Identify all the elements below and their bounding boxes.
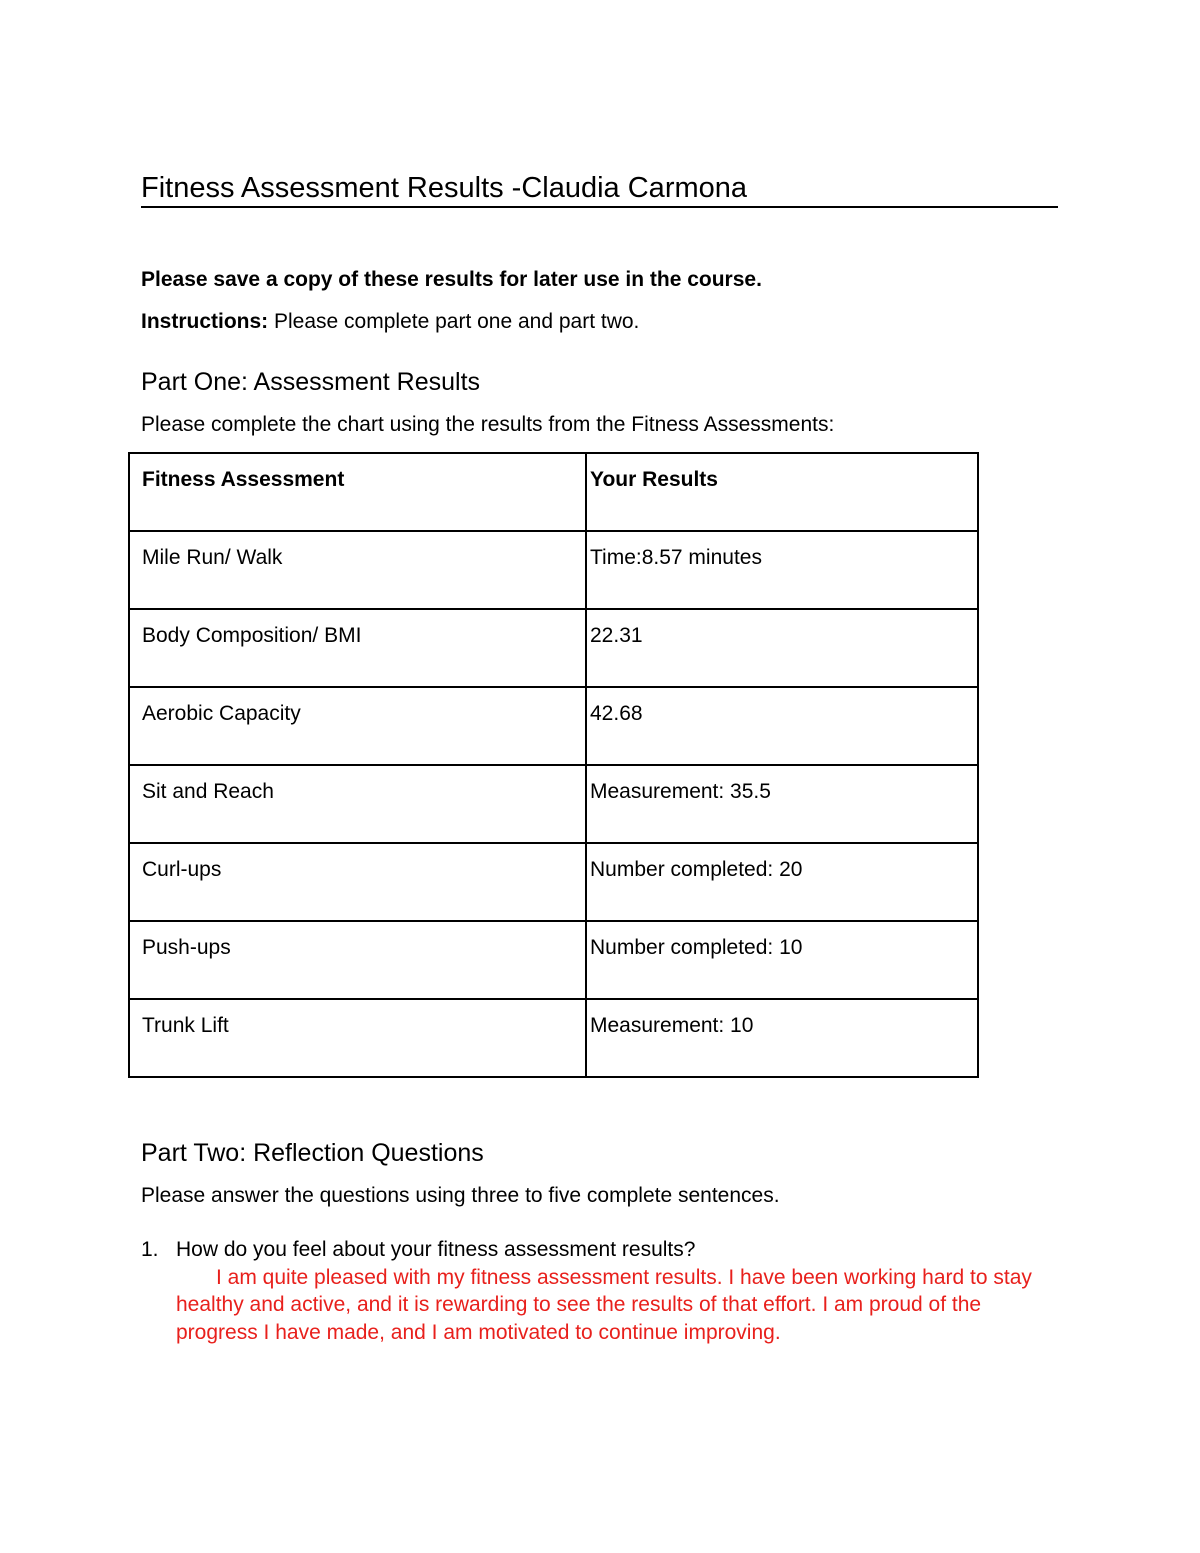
assessment-cell: Aerobic Capacity: [129, 687, 586, 765]
result-cell: Measurement: 35.5: [586, 765, 978, 843]
assessment-cell: Body Composition/ BMI: [129, 609, 586, 687]
table-row: [129, 921, 978, 999]
instructions-label: Instructions:: [141, 310, 269, 333]
result-cell: Number completed: 20: [586, 843, 978, 921]
results-table: [128, 452, 979, 1078]
save-note: Please save a copy of these results for later use in the course.: [141, 268, 762, 291]
table-header-row: [129, 453, 978, 531]
column-header-assessment: Fitness Assessment: [129, 453, 586, 531]
result-cell: Measurement: 10: [586, 999, 978, 1077]
assessment-cell: Trunk Lift: [129, 999, 586, 1077]
result-cell: Time:8.57 minutes: [586, 531, 978, 609]
table-row: [129, 531, 978, 609]
part-two-heading: Part Two: Reflection Questions: [141, 1139, 484, 1167]
document-title: Fitness Assessment Results -Claudia Carmona: [141, 170, 1058, 208]
answer-text: I am quite pleased with my fitness assessment results. I have been working hard to stay healthy and active, and it is rewarding to see the results of that effort. I am proud of the progress I have made, and I am motivated to continue improving.: [176, 1265, 1032, 1344]
part-two-intro: Please answer the questions using three to five complete sentences.: [141, 1184, 780, 1207]
table-row: [129, 687, 978, 765]
assessment-cell: Push-ups: [129, 921, 586, 999]
reflection-question-item: [141, 1236, 1071, 1346]
table-row: [129, 843, 978, 921]
assessment-cell: Sit and Reach: [129, 765, 586, 843]
assessment-cell: Curl-ups: [129, 843, 586, 921]
result-cell: Number completed: 10: [586, 921, 978, 999]
part-one-intro: Please complete the chart using the results from the Fitness Assessments:: [141, 413, 835, 436]
table-row: [129, 999, 978, 1077]
result-cell: 22.31: [586, 609, 978, 687]
part-one-heading: Part One: Assessment Results: [141, 368, 481, 396]
instructions-text: Please complete part one and part two.: [268, 310, 640, 333]
assessment-cell: Mile Run/ Walk: [129, 531, 586, 609]
table-row: [129, 609, 978, 687]
question-text: How do you feel about your fitness assessment results?: [176, 1238, 696, 1261]
question-number: 1.: [141, 1238, 159, 1261]
result-cell: 42.68: [586, 687, 978, 765]
instructions: [141, 308, 639, 336]
table-row: [129, 765, 978, 843]
column-header-results: Your Results: [586, 453, 978, 531]
